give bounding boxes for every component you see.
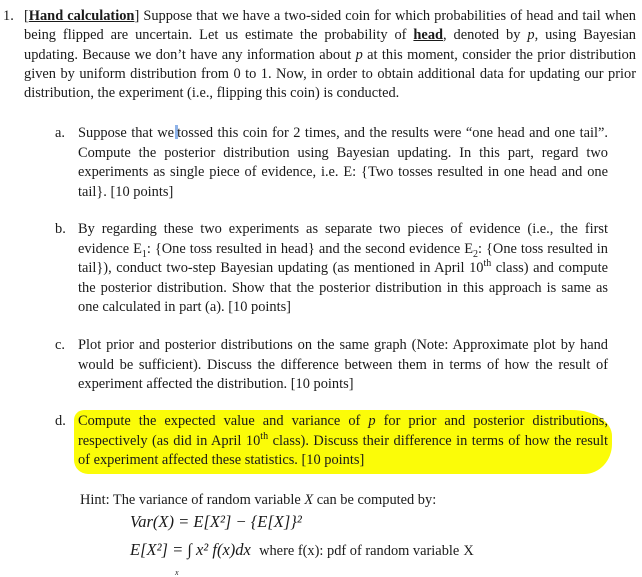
part-a-text-1: Suppose that we bbox=[78, 125, 175, 141]
superscript-th: th bbox=[260, 430, 269, 442]
superscript-th: th bbox=[483, 258, 492, 270]
head-word: head bbox=[413, 27, 444, 44]
part-d-text-3: class). Discuss their difference in terms of how the result of experiment affected these statistics. [10 points] bbox=[78, 432, 608, 468]
variance-formula: Var(X) = E[X²] − {E[X]}² bbox=[130, 512, 302, 531]
subscript-1: 1 bbox=[141, 248, 147, 260]
intro-text-2: , denoted by bbox=[443, 27, 521, 44]
part-d-text-1: Compute the expected value and variance of bbox=[78, 413, 361, 429]
intro-text-3: , using Bayesian updating. Because we don’t have any information about bbox=[24, 27, 636, 63]
symbol-p: p bbox=[368, 413, 376, 429]
symbol-p: p bbox=[355, 46, 363, 63]
intro-text-4: at this moment, consider the prior distribution given by uniform distribution from 0 to 1. Now, in order to obtain additional data for updating our prior distribution, the experiment (i.e., flipping this coin) is conducted. bbox=[24, 46, 636, 102]
part-b-text-1: By regarding these two experiments as separate two pieces of evidence (i.e., the first evidence E bbox=[78, 221, 608, 257]
expectation-formula bbox=[130, 540, 474, 561]
part-b-letter: b. bbox=[55, 221, 66, 237]
part-d-letter: d. bbox=[55, 413, 66, 429]
hint-text-1: Hint: The variance of random variable bbox=[80, 492, 301, 508]
expectation-formula-lhs: E[X²] = ∫ x² f(x)dx bbox=[130, 540, 251, 559]
part-b-text-4: class) and compute the posterior distribution. Show that the posterior distribution in this approach is same as one calculated in part (a). [10 points] bbox=[78, 260, 608, 315]
part-b-text-2: : {One toss resulted in head} and the second evidence E bbox=[146, 240, 474, 257]
integral-subscript: x bbox=[175, 568, 179, 577]
symbol-x: X bbox=[304, 492, 314, 508]
question-title: Hand calculation bbox=[28, 8, 135, 24]
part-c-letter: c. bbox=[55, 337, 65, 353]
symbol-p: p bbox=[527, 27, 535, 44]
hint-text-2: can be computed by: bbox=[316, 492, 437, 508]
part-b-text bbox=[78, 220, 608, 318]
hint-text bbox=[80, 491, 436, 510]
expectation-formula-note: where f(x): pdf of random variable bbox=[259, 543, 460, 559]
part-a-text bbox=[78, 124, 608, 202]
part-b-text-3: : {One toss resulted in tail}), conduct two-step Bayesian updating (as mentioned in April 10 bbox=[78, 240, 608, 276]
subscript-2: 2 bbox=[473, 248, 479, 260]
question-intro: [Hand calculation] Suppose that we have a two-sided coin for which probabilities of head and tail when being flipped are uncertain. Let us estimate the probability of head, denoted by p, using Bayesian updating. Because we don’t have any information about p at this moment, consider the prior distribution given by uniform distribution from 0 to 1. Now, in order to obtain additional data for updating our prior distribution, the experiment (i.e., flipping this coin) is conducted. bbox=[24, 8, 637, 102]
symbol-x: X bbox=[463, 543, 474, 559]
question-number: 1. bbox=[3, 8, 14, 24]
intro-text-1: Suppose that we have a two-sided coin for which probabilities of head and tail when being flipped are uncertain. Let us estimate the probability of bbox=[24, 8, 637, 44]
part-a-text-2: tossed this coin for 2 times, and the results were “one head and one tail”. Compute the posterior distribution using Bayesian updating. In this part, regard two experiments as single piece of evidence, i.e. E: {Two tosses resulted in one head and one tail}. [10 points] bbox=[78, 125, 608, 200]
part-d-text-2: for prior and posterior distributions, respectively (as did in April 10 bbox=[78, 413, 608, 449]
part-c-text: Plot prior and posterior distributions on the same graph (Note: Approximate plot by hand would be sufficient). Discuss the difference between them in terms of how the result of experiment affected the distribution. [10 points] bbox=[78, 337, 608, 392]
part-a-letter: a. bbox=[55, 125, 65, 141]
part-d-text bbox=[78, 412, 608, 471]
